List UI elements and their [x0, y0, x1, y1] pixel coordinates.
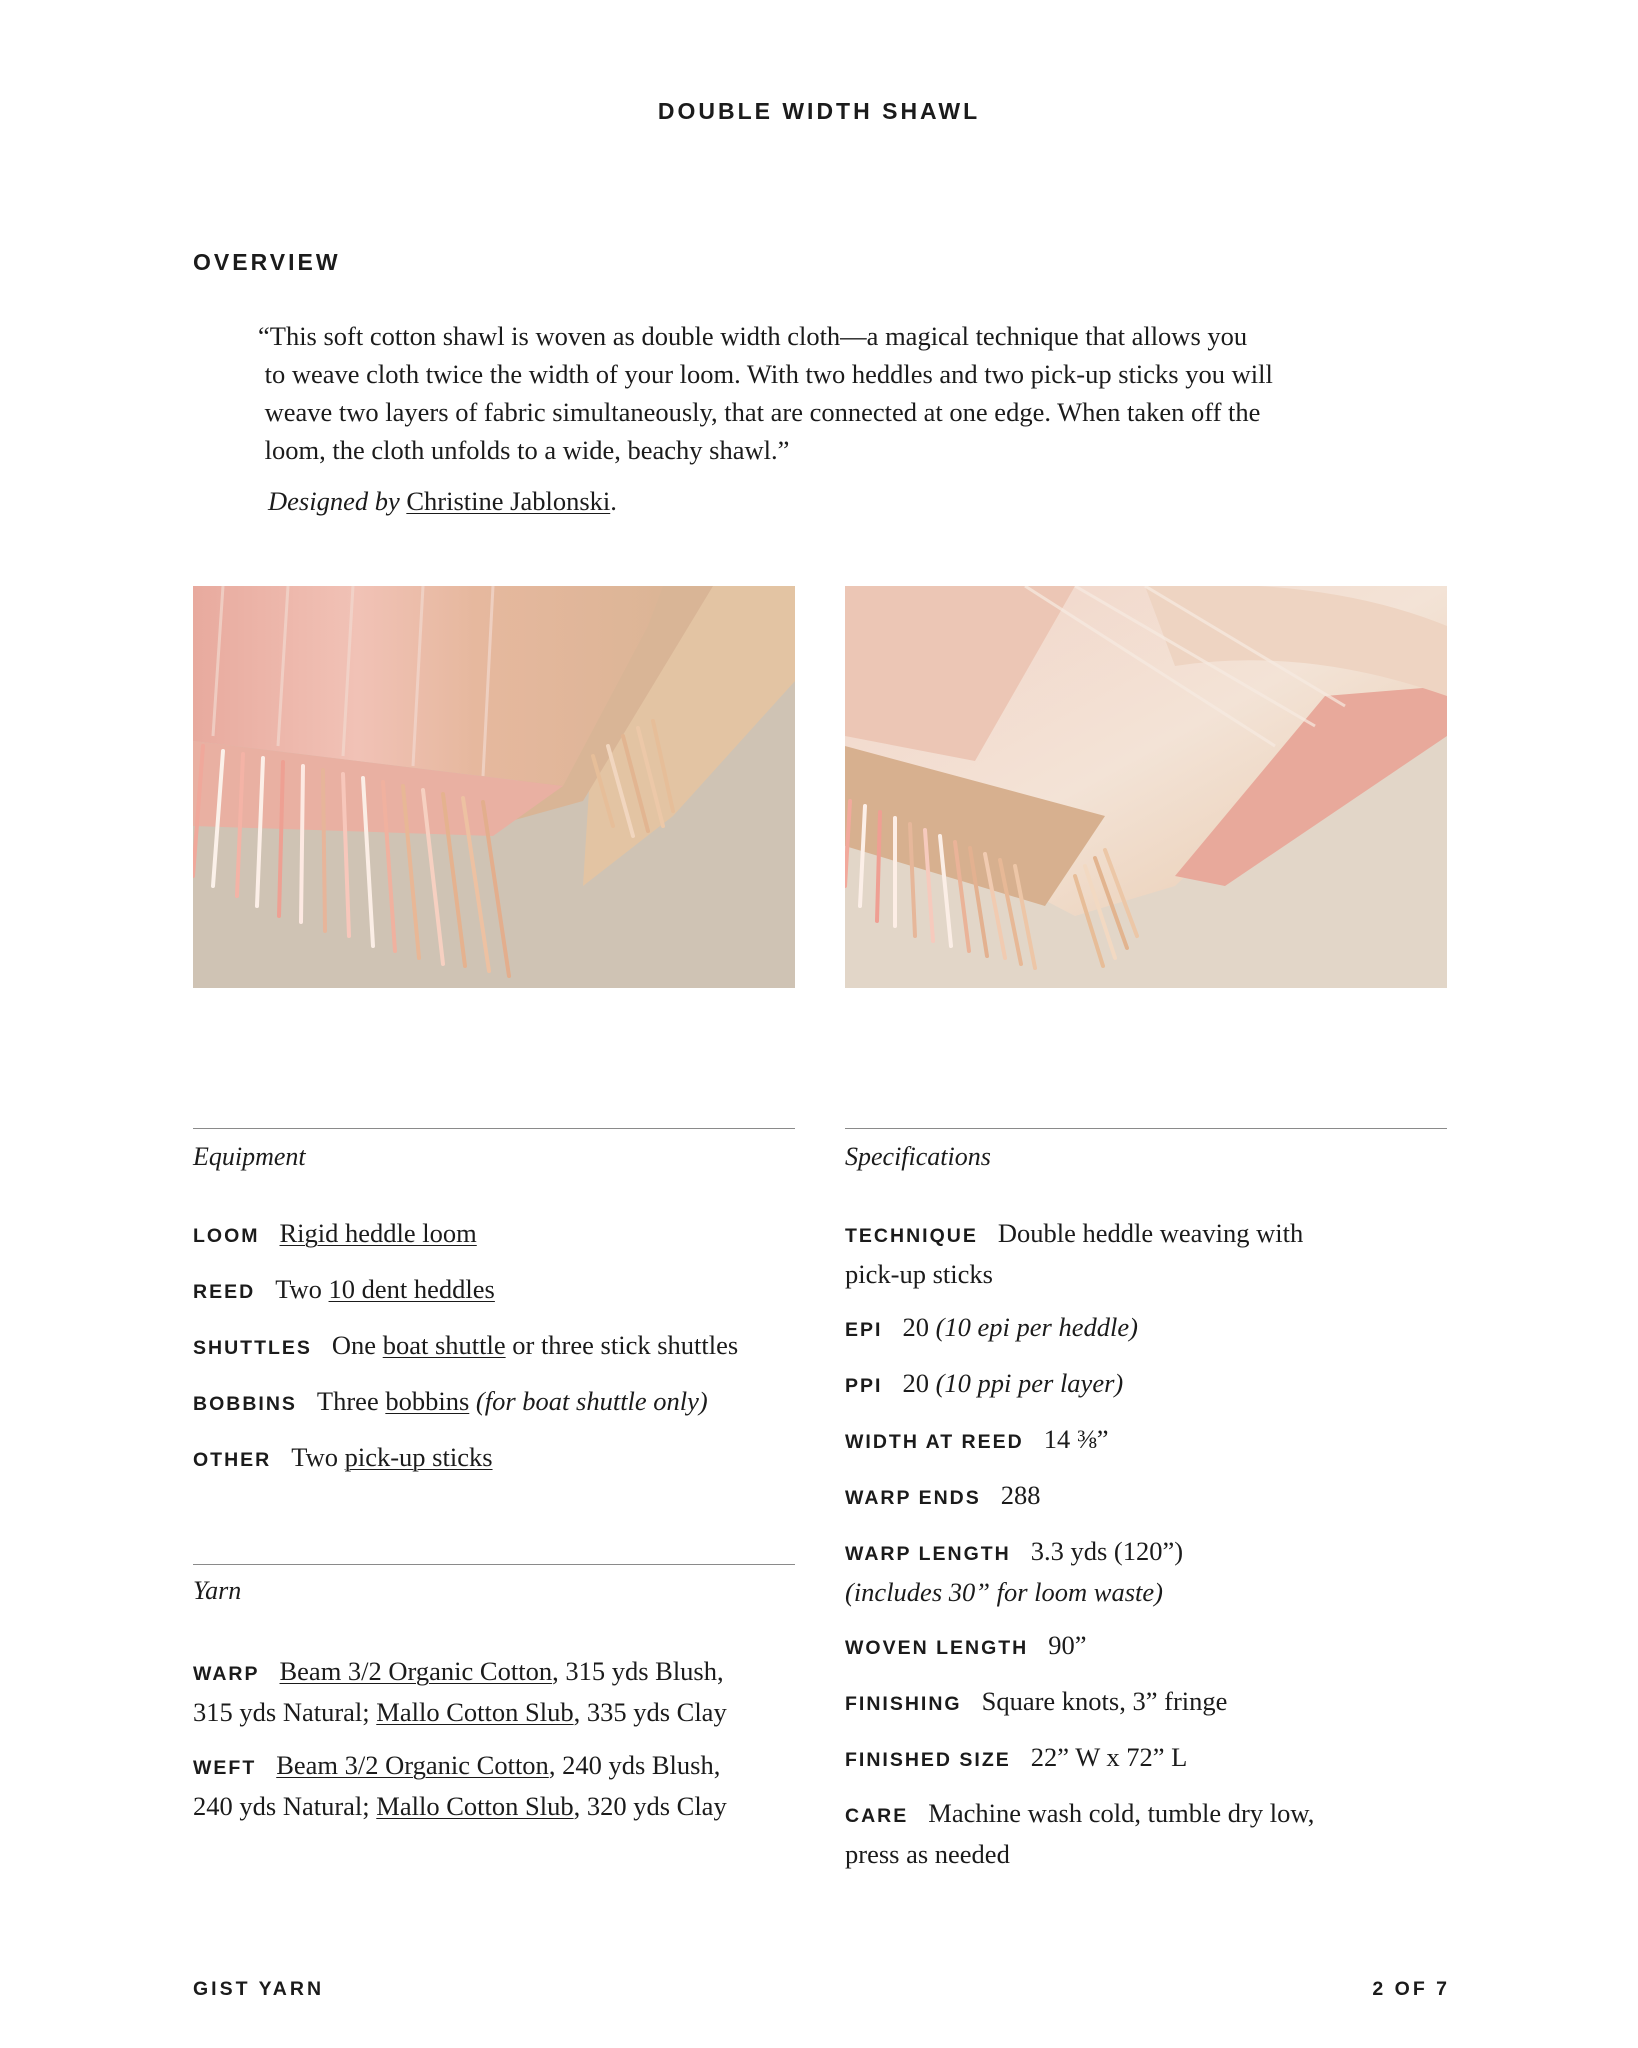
spec-label: SHUTTLES — [193, 1337, 312, 1359]
page-title: DOUBLE WIDTH SHAWL — [657, 98, 981, 124]
divider — [845, 1128, 1447, 1129]
quote-line: loom, the cloth unfolds to a wide, beachy shawl.” — [258, 435, 790, 465]
heddles-link[interactable]: 10 dent heddles — [328, 1274, 495, 1304]
spec-label: LOOM — [193, 1225, 260, 1247]
spec-label: TECHNIQUE — [845, 1225, 978, 1247]
spec-note: (10 epi per heddle) — [935, 1312, 1138, 1342]
mallo-slub-link[interactable]: Mallo Cotton Slub — [376, 1791, 574, 1821]
spec-value: Square knots, 3” fringe — [981, 1686, 1228, 1716]
spec-text: 315 yds Natural; — [193, 1697, 377, 1727]
shawl-photo-right — [845, 586, 1447, 988]
spec-text: or three stick shuttles — [505, 1330, 739, 1360]
divider — [193, 1128, 795, 1129]
designed-by-label: Designed by — [268, 486, 400, 516]
designed-end: . — [610, 486, 617, 516]
bobbins-link[interactable]: bobbins — [385, 1386, 470, 1416]
spec-row-technique — [845, 1214, 1447, 1293]
spec-row-warp-yarn — [193, 1652, 795, 1731]
spec-text: Two — [275, 1274, 329, 1304]
shawl-photo-left — [193, 586, 795, 988]
footer-brand: GIST YARN — [193, 1978, 325, 2000]
section-title-equipment: Equipment — [193, 1142, 306, 1171]
quote-line: “This soft cotton shawl is woven as double width cloth—a magical technique that allows you — [258, 321, 1248, 351]
spec-text: Double heddle weaving with — [997, 1218, 1304, 1248]
spec-text: , 335 yds Clay — [573, 1697, 727, 1727]
spec-label: WEFT — [193, 1757, 257, 1779]
spec-text: Three — [316, 1386, 386, 1416]
spec-row-shuttles — [193, 1326, 738, 1367]
spec-label: OTHER — [193, 1449, 272, 1471]
spec-row-woven-length — [845, 1626, 1087, 1667]
pick-up-sticks-link[interactable]: pick-up sticks — [344, 1442, 493, 1472]
designer-link[interactable]: Christine Jablonski — [406, 486, 611, 516]
section-heading-overview: OVERVIEW — [193, 249, 341, 275]
designer-credit — [268, 486, 617, 517]
spec-label: REED — [193, 1281, 256, 1303]
beam-cotton-link[interactable]: Beam 3/2 Organic Cotton — [279, 1656, 553, 1686]
spec-row-ppi — [845, 1364, 1123, 1405]
shawl-photo-left-art — [193, 586, 795, 988]
mallo-slub-link[interactable]: Mallo Cotton Slub — [376, 1697, 574, 1727]
loom-link[interactable]: Rigid heddle loom — [279, 1218, 477, 1248]
spec-row-bobbins — [193, 1382, 708, 1423]
boat-shuttle-link[interactable]: boat shuttle — [382, 1330, 506, 1360]
overview-quote — [258, 317, 1368, 469]
spec-text: press as needed — [845, 1839, 1010, 1869]
spec-label: FINISHED SIZE — [845, 1749, 1011, 1771]
spec-row-warp-ends — [845, 1476, 1041, 1517]
spec-label: WARP — [193, 1663, 260, 1685]
spec-value: 20 — [902, 1368, 929, 1398]
spec-row-other — [193, 1438, 493, 1479]
spec-label: WIDTH AT REED — [845, 1431, 1024, 1453]
spec-row-finishing — [845, 1682, 1227, 1723]
beam-cotton-link[interactable]: Beam 3/2 Organic Cotton — [276, 1750, 549, 1780]
spec-label: WARP LENGTH — [845, 1543, 1011, 1565]
spec-label: CARE — [845, 1805, 909, 1827]
spec-note: (10 ppi per layer) — [935, 1368, 1124, 1398]
spec-row-reed — [193, 1270, 495, 1311]
page-number: 2 OF 7 — [1372, 1978, 1450, 2000]
quote-line: weave two layers of fabric simultaneously, that are connected at one edge. When taken off the — [258, 397, 1261, 427]
spec-label: WOVEN LENGTH — [845, 1637, 1029, 1659]
spec-text: 240 yds Natural; — [193, 1791, 377, 1821]
spec-value: 90” — [1048, 1630, 1087, 1660]
spec-value: 3.3 yds (120”) — [1030, 1536, 1184, 1566]
quote-line: to weave cloth twice the width of your loom. With two heddles and two pick-up sticks you will — [258, 359, 1273, 389]
spec-text: Two — [291, 1442, 345, 1472]
section-title-specifications: Specifications — [845, 1142, 991, 1171]
spec-note: (includes 30” for loom waste) — [845, 1577, 1163, 1607]
spec-text: , 320 yds Clay — [573, 1791, 727, 1821]
spec-label: EPI — [845, 1319, 883, 1341]
spec-text: , 240 yds Blush, — [548, 1750, 721, 1780]
spec-value: 14 ⅜” — [1043, 1424, 1109, 1454]
spec-text: Machine wash cold, tumble dry low, — [928, 1798, 1315, 1828]
spec-value: 22” W x 72” L — [1030, 1742, 1188, 1772]
spec-label: PPI — [845, 1375, 883, 1397]
spec-row-care — [845, 1794, 1447, 1873]
spec-label: BOBBINS — [193, 1393, 297, 1415]
spec-row-weft-yarn — [193, 1746, 795, 1825]
spec-value: 288 — [1000, 1480, 1041, 1510]
spec-row-warp-length — [845, 1532, 1447, 1611]
spec-row-epi — [845, 1308, 1138, 1349]
spec-text: pick-up sticks — [845, 1259, 993, 1289]
spec-text: , 315 yds Blush, — [552, 1656, 724, 1686]
spec-text: One — [331, 1330, 383, 1360]
spec-value: 20 — [902, 1312, 929, 1342]
section-title-yarn: Yarn — [193, 1576, 242, 1605]
divider — [193, 1564, 795, 1565]
shawl-photo-right-art — [845, 586, 1447, 988]
spec-note: (for boat shuttle only) — [475, 1386, 708, 1416]
spec-row-width-at-reed — [845, 1420, 1109, 1461]
spec-row-loom — [193, 1214, 477, 1255]
spec-label: WARP ENDS — [845, 1487, 981, 1509]
spec-row-finished-size — [845, 1738, 1187, 1779]
spec-label: FINISHING — [845, 1693, 962, 1715]
